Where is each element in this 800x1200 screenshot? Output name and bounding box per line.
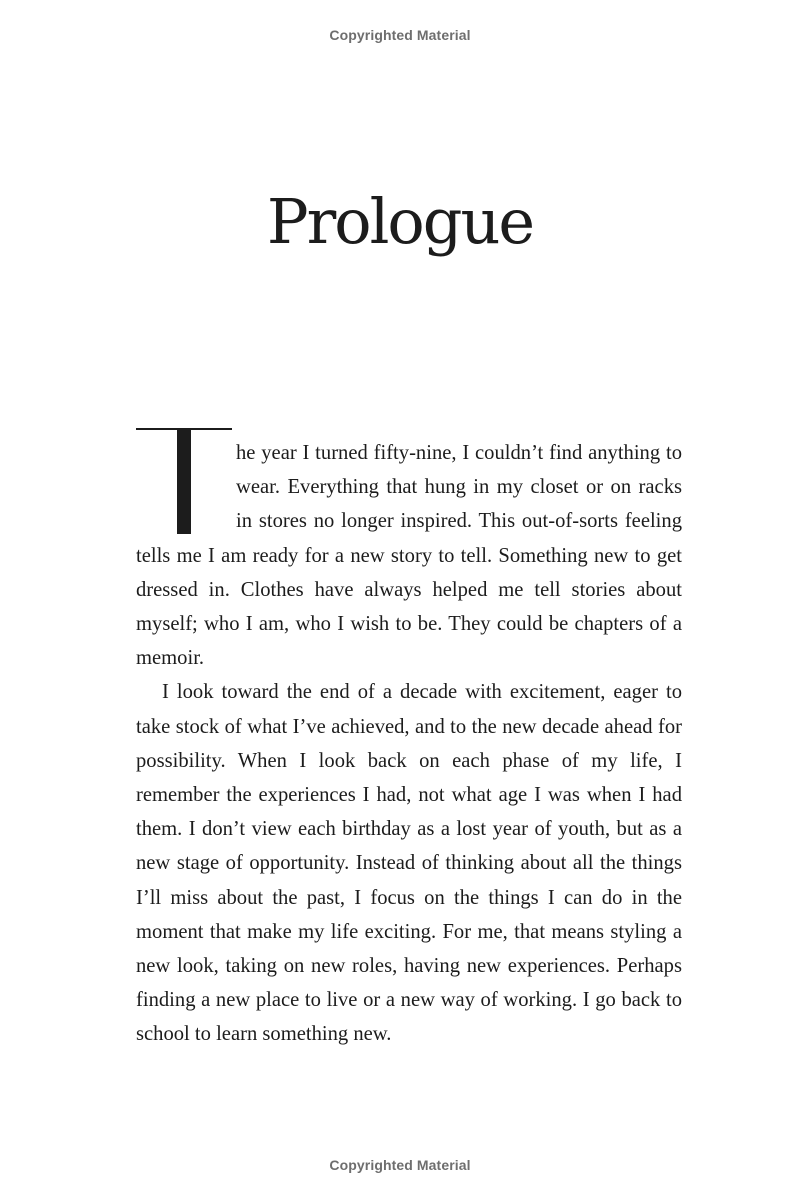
copyright-watermark-bottom: Copyrighted Material xyxy=(329,1157,471,1173)
copyright-watermark-top: Copyrighted Material xyxy=(329,27,471,43)
paragraph-2: I look toward the end of a decade with excitement, eager to take stock of what I’ve achieved, and to the new decade ahead for possibility. When I look back on each phase of my life, I remember the experiences I had, not what age I was when I had them. I don’t view each birthday as a lost year of youth, but as a new stage of opportunity. Instead of thinking about all the things I’ll miss about the past, I focus on the things I can do in the moment that make my life exciting. For me, that means styling a new look, taking on new roles, having new experiences. Perhaps finding a new place to live or a new way of working. I go back to school to learn something new. xyxy=(136,681,682,1046)
paragraph-1-text: he year I turned fifty-nine, I couldn’t find anything to wear. Everything that hung in my closet or on racks in stores no longer inspired. This out-of-sorts feeling tells me I am ready for a new story to tell. Something new to get dressed in. Clothes have always helped me tell stories about myself; who I am, who I wish to be. They could be chapters of a memoir. xyxy=(136,442,682,670)
paragraph-1 xyxy=(136,436,682,675)
chapter-body xyxy=(136,436,682,1052)
chapter-title: Prologue xyxy=(266,185,534,258)
drop-cap-stem xyxy=(177,428,191,534)
drop-cap xyxy=(136,442,236,538)
